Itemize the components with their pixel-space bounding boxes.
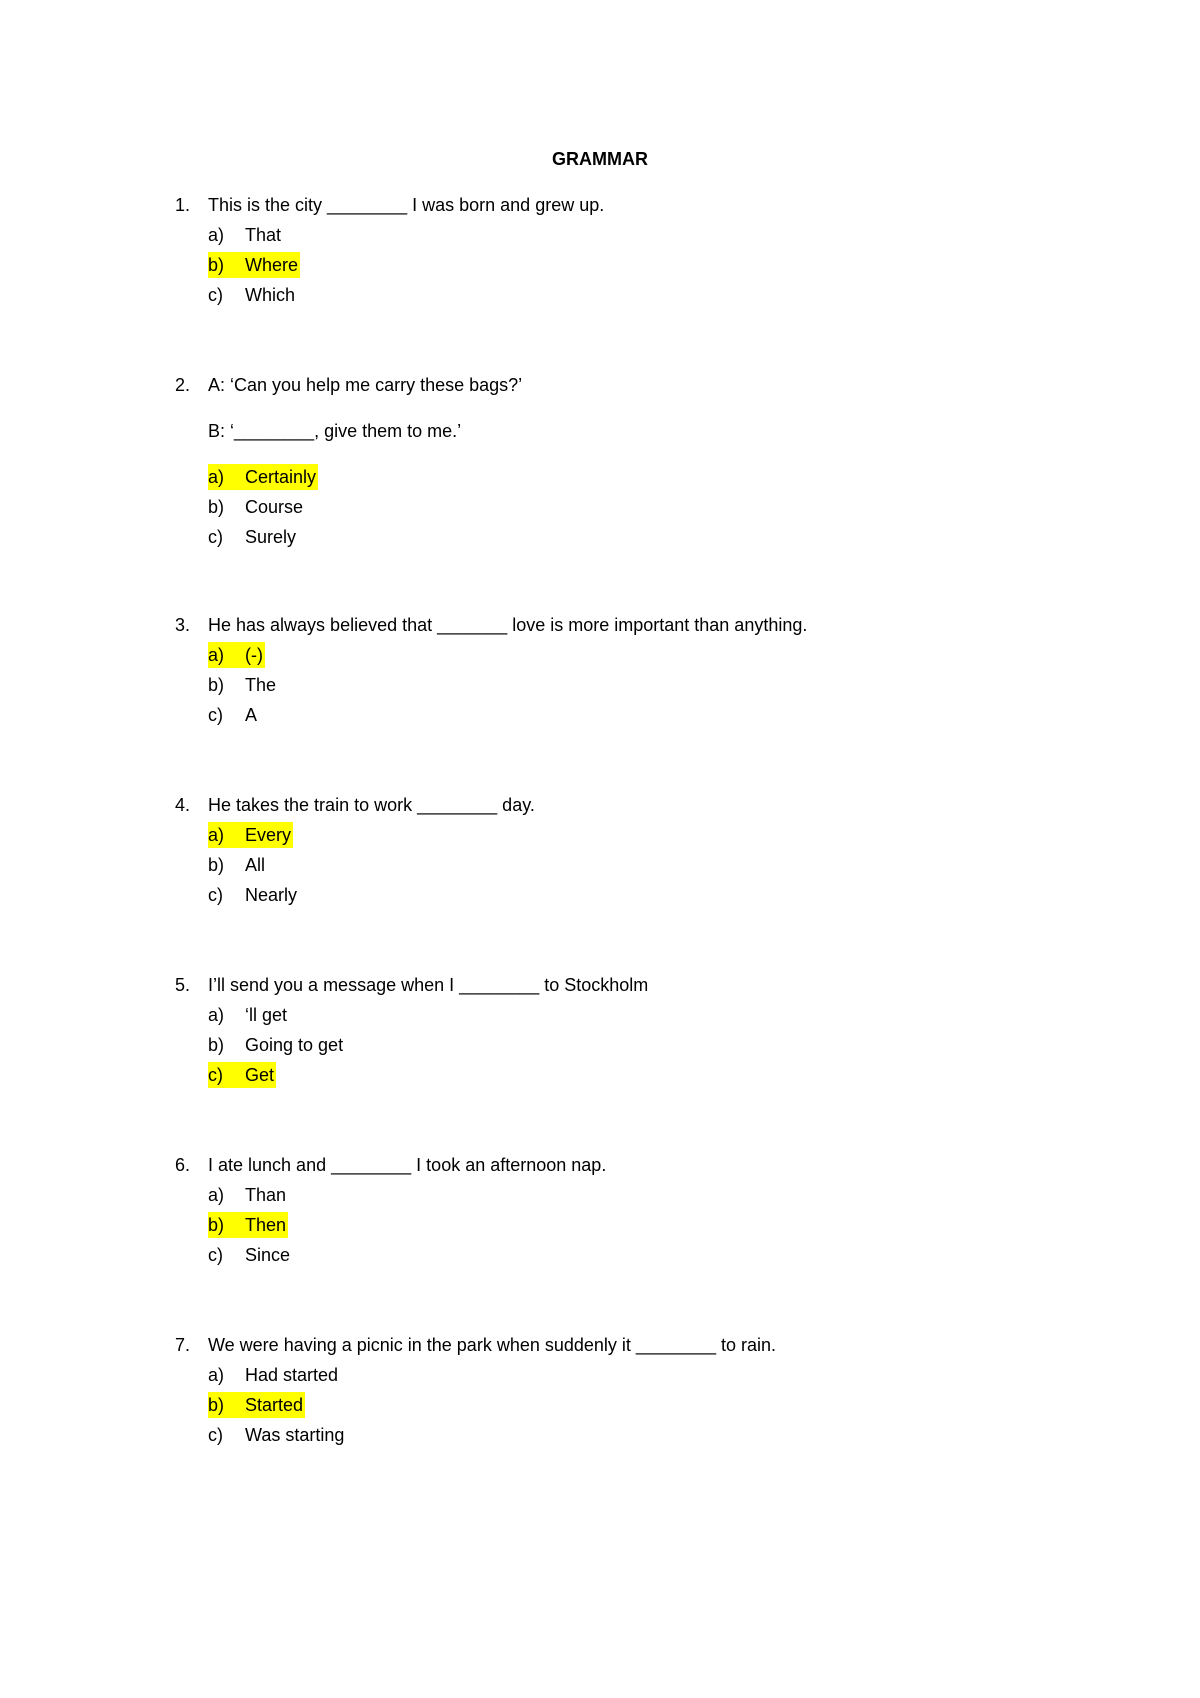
option-a[interactable] [175,820,1075,850]
option-letter: b) [208,1035,225,1055]
question-1 [175,190,1075,310]
option-text: Then [245,1215,287,1235]
option-text: Which [245,285,296,305]
option-body [208,524,298,550]
option-body [208,702,259,728]
option-body [208,252,300,278]
question-text: I ate lunch and ________ I took an afternoon nap. [208,1155,607,1175]
question-7 [175,1330,1075,1450]
option-c[interactable] [175,522,1075,552]
option-letter: a) [208,467,225,487]
option-letter: b) [208,497,225,517]
option-b[interactable] [175,250,1075,280]
question-stem [175,1150,1075,1180]
option-b[interactable] [175,1030,1075,1060]
option-b[interactable] [175,1390,1075,1420]
question-stem [175,970,1075,1000]
option-a[interactable] [175,220,1075,250]
option-body [208,1212,288,1238]
question-stem [175,610,1075,640]
option-text: (-) [245,645,263,665]
option-letter: c) [208,885,223,905]
option-text: Nearly [245,885,298,905]
option-body [208,822,293,848]
question-number: 2. [175,375,191,395]
option-c[interactable] [175,700,1075,730]
option-text: The [245,675,277,695]
option-text: All [245,855,266,875]
question-4 [175,790,1075,910]
dialog-reply: B: ‘________, give them to me.’ [208,421,462,441]
question-stem [175,790,1075,820]
question-text: We were having a picnic in the park when suddenly it ________ to rain. [208,1335,777,1355]
option-text: Get [245,1065,275,1085]
option-body [208,222,283,248]
option-a[interactable] [175,1180,1075,1210]
page-title: GRAMMAR [552,149,648,169]
question-text: A: ‘Can you help me carry these bags?’ [208,375,523,395]
option-body [208,464,318,490]
option-text: Every [245,825,292,845]
option-letter: c) [208,1245,223,1265]
option-c[interactable] [175,280,1075,310]
question-text: I’ll send you a message when I ________ to Stockholm [208,975,649,995]
option-b[interactable] [175,1210,1075,1240]
option-letter: a) [208,1005,225,1025]
option-letter: a) [208,825,225,845]
option-body [208,494,305,520]
option-a[interactable] [175,1000,1075,1030]
question-number: 6. [175,1155,191,1175]
option-c[interactable] [175,1240,1075,1270]
option-body [208,882,299,908]
option-text: Had started [245,1365,339,1385]
option-text: Than [245,1185,287,1205]
option-text: ‘ll get [245,1005,288,1025]
option-letter: b) [208,1215,225,1235]
question-text: He has always believed that _______ love is more important than anything. [208,615,808,635]
option-text: Certainly [245,467,317,487]
question-number: 3. [175,615,191,635]
question-stem [175,370,1075,400]
option-body [208,1392,305,1418]
option-letter: b) [208,855,225,875]
option-text: Surely [245,527,297,547]
question-5 [175,970,1075,1090]
question-text: This is the city ________ I was born and grew up. [208,195,605,215]
question-3 [175,610,1075,730]
option-body [208,1422,346,1448]
option-letter: a) [208,1185,225,1205]
option-body [208,672,278,698]
option-body [208,1002,289,1028]
option-letter: c) [208,705,223,725]
question-number: 7. [175,1335,191,1355]
question-2 [175,370,1075,552]
question-number: 5. [175,975,191,995]
option-body [208,642,265,668]
option-body [208,1062,276,1088]
option-body [208,1362,340,1388]
option-letter: b) [208,675,225,695]
option-text: Course [245,497,304,517]
option-text: Going to get [245,1035,344,1055]
option-b[interactable] [175,492,1075,522]
question-stem [175,190,1075,220]
option-b[interactable] [175,670,1075,700]
option-letter: a) [208,225,225,245]
question-6 [175,1150,1075,1270]
option-body [208,852,267,878]
option-letter: b) [208,1395,225,1415]
option-a[interactable] [175,640,1075,670]
option-c[interactable] [175,880,1075,910]
option-text: Started [245,1395,304,1415]
option-letter: c) [208,285,223,305]
option-b[interactable] [175,850,1075,880]
option-body [208,1032,345,1058]
option-body [208,282,297,308]
question-text: He takes the train to work ________ day. [208,795,535,815]
question-number: 4. [175,795,191,815]
option-c[interactable] [175,1420,1075,1450]
option-text: A [245,705,258,725]
option-a[interactable] [175,462,1075,492]
option-c[interactable] [175,1060,1075,1090]
question-stem [175,1330,1075,1360]
option-a[interactable] [175,1360,1075,1390]
option-letter: a) [208,1365,225,1385]
option-text: Since [245,1245,291,1265]
question-number: 1. [175,195,191,215]
option-text: Where [245,255,299,275]
option-letter: c) [208,527,223,547]
option-letter: c) [208,1425,223,1445]
option-body [208,1182,288,1208]
option-letter: a) [208,645,225,665]
option-letter: c) [208,1065,223,1085]
option-letter: b) [208,255,225,275]
option-text: Was starting [245,1425,345,1445]
option-body [208,1242,292,1268]
option-text: That [245,225,282,245]
